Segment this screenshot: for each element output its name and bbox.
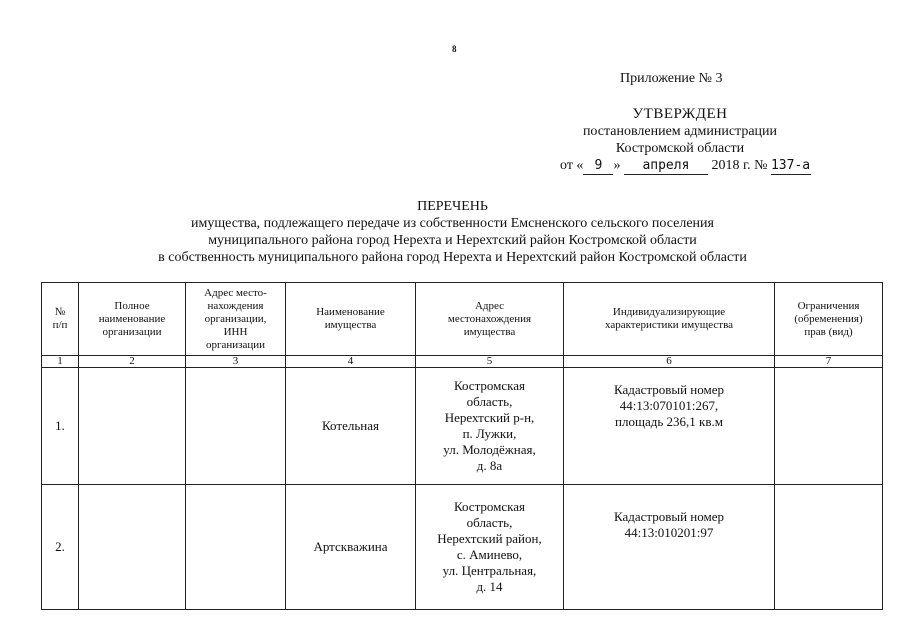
row-number: 2. — [42, 485, 79, 610]
page-number: 8 — [452, 44, 457, 54]
header-cell: Индивидуализирующие характеристики имущества — [564, 283, 775, 356]
property-name-cell: Котельная — [286, 368, 416, 485]
characteristics-cell: Кадастровый номер 44:13:070101:267, площадь 236,1 кв.м — [564, 368, 775, 485]
header-cell: № п/п — [42, 283, 79, 356]
org-address-cell — [186, 485, 286, 610]
date-prefix: от « — [560, 158, 584, 173]
column-number: 5 — [416, 356, 564, 368]
column-number: 7 — [775, 356, 883, 368]
date-year: 2018 г. № — [711, 158, 768, 173]
approved-heading: УТВЕРЖДЕН — [632, 106, 728, 122]
property-name-cell: Артскважина — [286, 485, 416, 610]
title-line2: муниципального района город Нерехта и Нерехтский район Костромской области — [208, 233, 697, 248]
date-day: 9 — [583, 157, 613, 175]
table-row — [42, 485, 883, 610]
header-cell: Наименование имущества — [286, 283, 416, 356]
title-line1: имущества, подлежащего передаче из собственности Емсненского сельского поселения — [191, 216, 714, 231]
characteristics-cell: Кадастровый номер 44:13:010201:97 — [564, 485, 775, 610]
property-address-cell: Костромская область, Нерехтский район, с. Аминево, ул. Центральная, д. 14 — [416, 485, 564, 610]
table-header-row — [42, 283, 883, 356]
column-number: 2 — [79, 356, 186, 368]
approved-line1: постановлением администрации — [582, 124, 778, 139]
org-name-cell — [79, 485, 186, 610]
restrictions-cell — [775, 368, 883, 485]
date-month: апреля — [624, 157, 708, 175]
header-cell: Адрес место- нахождения организации, ИНН организации — [186, 283, 286, 356]
property-table — [41, 282, 883, 610]
document-title — [0, 198, 905, 266]
column-number: 4 — [286, 356, 416, 368]
property-address-cell: Костромская область, Нерехтский р-н, п. Лужки, ул. Молодёжная, д. 8а — [416, 368, 564, 485]
approved-date-line — [560, 157, 811, 175]
table-row — [42, 368, 883, 485]
approval-block — [560, 106, 811, 175]
title-line3: в собственность муниципального района город Нерехта и Нерехтский район Костромской области — [158, 250, 747, 265]
org-address-cell — [186, 368, 286, 485]
header-cell: Адрес местонахождения имущества — [416, 283, 564, 356]
column-number: 3 — [186, 356, 286, 368]
date-mid: » — [613, 158, 621, 173]
approved-line2: Костромской области — [615, 141, 745, 156]
column-number-row — [42, 356, 883, 368]
appendix-label: Приложение № 3 — [620, 71, 723, 86]
column-number: 6 — [564, 356, 775, 368]
title-heading: ПЕРЕЧЕНЬ — [417, 199, 488, 214]
decree-number: 137-а — [770, 158, 811, 173]
header-cell: Ограничения (обременения) прав (вид) — [775, 283, 883, 356]
column-number: 1 — [42, 356, 79, 368]
header-cell: Полное наименование организации — [79, 283, 186, 356]
org-name-cell — [79, 368, 186, 485]
row-number: 1. — [42, 368, 79, 485]
restrictions-cell — [775, 485, 883, 610]
